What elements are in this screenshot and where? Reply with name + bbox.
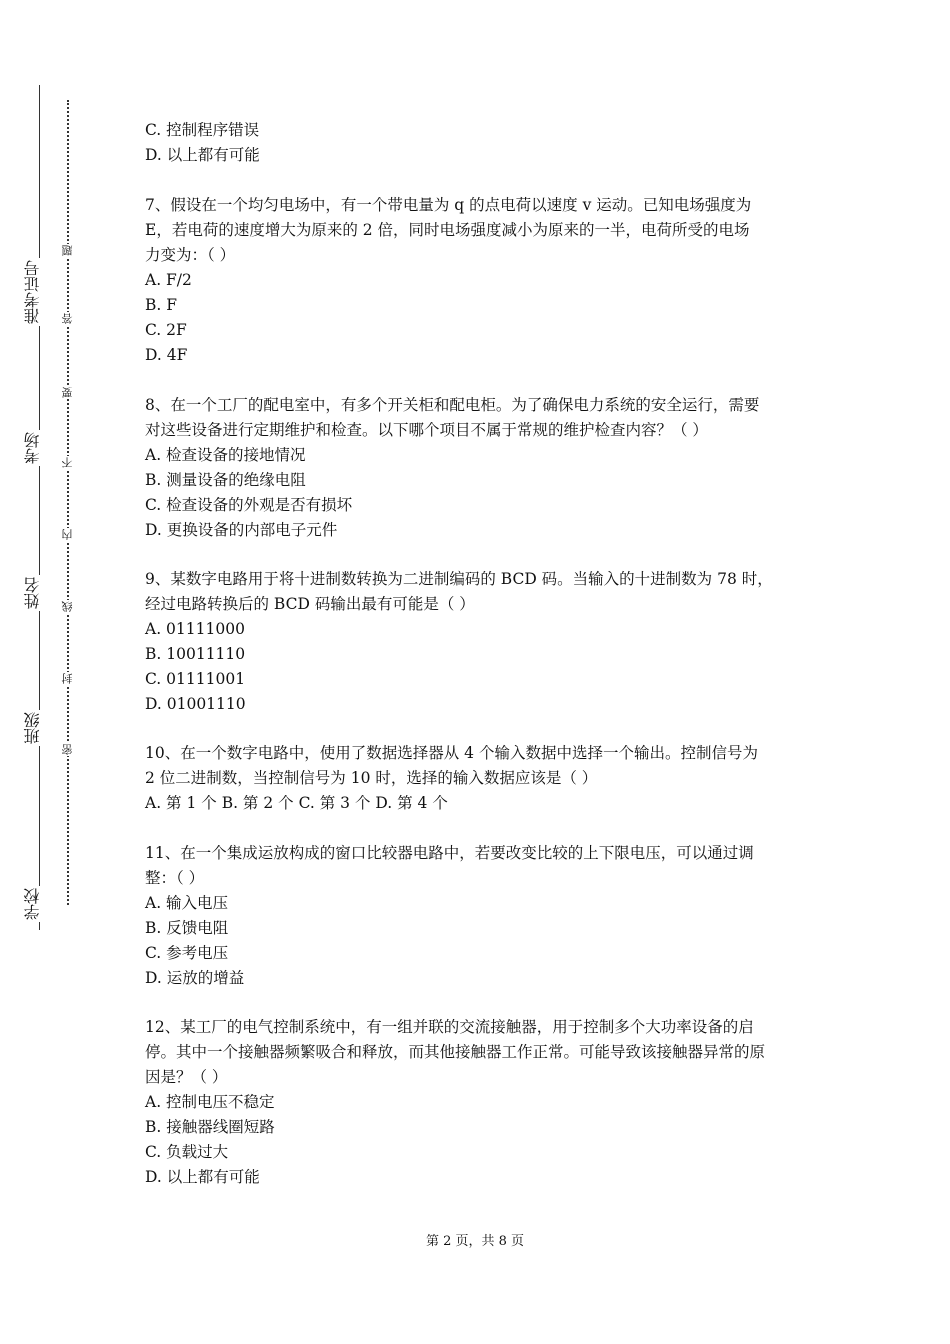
seal-char: 不 [59,456,77,469]
seal-char: 线 [59,600,77,613]
binding-solid-line [39,85,40,930]
seal-char: 题 [59,244,77,257]
option-line: D. 以上都有可能 [145,1168,260,1186]
question-stem: 整：（ ） [145,869,205,887]
seal-char: 内 [59,528,77,541]
seal-char: 答 [59,312,77,325]
question-stem: 9、某数字电路用于将十进制数转换为二进制编码的 BCD 码。当输入的十进制数为 78 时， [145,570,773,588]
seal-char: 密 [59,743,77,756]
option-line: B. 反馈电阻 [145,919,229,937]
option-line: B. 10011110 [145,645,246,663]
option-line: B. 测量设备的绝缘电阻 [145,471,306,489]
page-number: 第 2 页，共 8 页 [425,1234,525,1249]
option-line: C. 参考电压 [145,944,229,962]
question-stem: 8、在一个工厂的配电室中，有多个开关柜和配电柜。为了确保电力系统的安全运行，需要 [145,396,760,414]
option-line: A. 控制电压不稳定 [145,1093,275,1111]
question-stem: 2 位二进制数，当控制信号为 10 时，选择的输入数据应该是（ ） [145,769,598,787]
option-line: C. 2F [145,321,187,339]
question-stem: 10、在一个数字电路中，使用了数据选择器从 4 个输入数据中选择一个输出。控制信号为 [145,744,758,762]
option-line: A. 01111000 [145,620,245,638]
question-stem: E，若电荷的速度增大为原来的 2 倍，同时电场强度减小为原来的一半，电荷所受的电场 [145,221,750,239]
name-label: 姓名 [20,575,46,611]
question-stem: 因是？（ ） [145,1068,228,1086]
question-stem: 对这些设备进行定期维护和检查。以下哪个项目不属于常规的维护检查内容？（ ） [145,421,708,439]
option-line: C. 检查设备的外观是否有损坏 [145,496,353,514]
option-line: D. 运放的增益 [145,969,245,987]
option-line: A. 第 1 个 B. 第 2 个 C. 第 3 个 D. 第 4 个 [145,794,448,812]
exam-id-label: 准考证号 [20,258,46,326]
option-line: A. 检查设备的接地情况 [145,446,306,464]
option-line: D. 更换设备的内部电子元件 [145,521,338,539]
seal-dotted-line [67,100,69,905]
question-stem: 12、某工厂的电气控制系统中，有一组并联的交流接触器，用于控制多个大功率设备的启 [145,1018,754,1036]
option-line: A. 输入电压 [145,894,229,912]
option-line: C. 01111001 [145,670,246,688]
option-line: A. F/2 [145,271,192,289]
exam-room-label: 考场 [20,430,46,466]
option-line: D. 以上都有可能 [145,146,260,164]
school-label: 学校 [20,886,46,922]
option-line: D. 01001110 [145,695,246,713]
question-stem: 停。其中一个接触器频繁吸合和释放，而其他接触器工作正常。可能导致该接触器异常的原 [145,1043,766,1061]
question-stem: 经过电路转换后的 BCD 码输出最有可能是（ ） [145,595,475,613]
option-line: C. 负载过大 [145,1143,229,1161]
class-label: 班级 [20,710,46,746]
seal-char: 要 [59,386,77,399]
option-line: B. 接触器线圈短路 [145,1118,275,1136]
question-stem: 11、在一个集成运放构成的窗口比较器电路中，若要改变比较的上下限电压，可以通过调 [145,844,754,862]
question-stem: 力变为：（ ） [145,246,236,264]
seal-char: 封 [59,672,77,685]
option-line: C. 控制程序错误 [145,121,260,139]
question-stem: 7、假设在一个均匀电场中，有一个带电量为 q 的点电荷以速度 v 运动。已知电场强度为 [145,196,752,214]
option-line: D. 4F [145,346,188,364]
option-line: B. F [145,296,177,314]
